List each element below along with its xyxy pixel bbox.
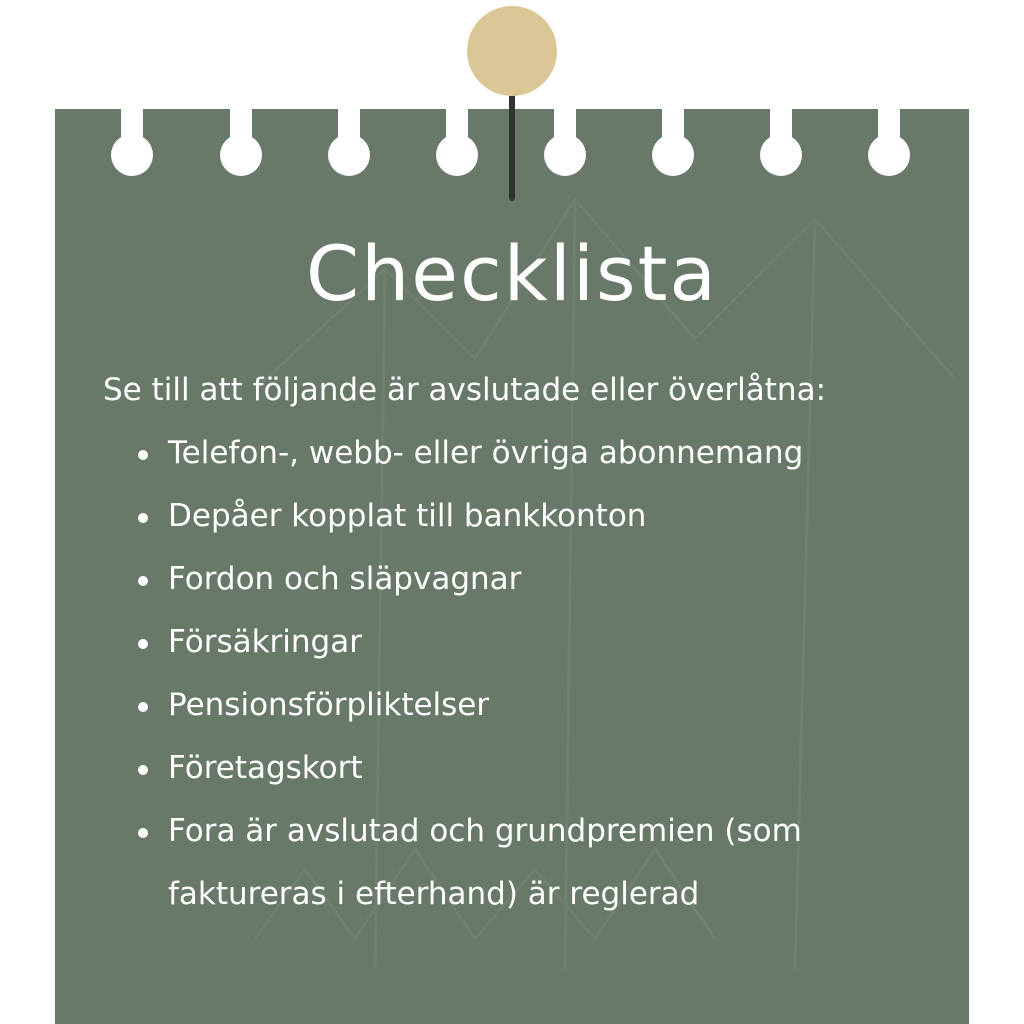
- list-item-text: Pensionsförpliktelser: [168, 687, 490, 723]
- bullet-icon: [138, 576, 148, 586]
- bullet-icon: [138, 765, 148, 775]
- list-item: [138, 737, 938, 800]
- list-item-text: Företagskort: [168, 750, 363, 786]
- list-item-text: Försäkringar: [168, 624, 362, 660]
- list-item-text: Telefon-, webb- eller övriga abonnemang: [168, 435, 804, 471]
- bullet-icon: [138, 450, 148, 460]
- list-item: [138, 485, 938, 548]
- thumbtack-icon: [0, 0, 1024, 220]
- list-item: [138, 422, 938, 485]
- checklist: [138, 422, 938, 926]
- list-item: [138, 674, 938, 737]
- list-item-text: Fordon och släpvagnar: [168, 561, 522, 597]
- page-title: Checklista: [306, 229, 718, 318]
- bullet-icon: [138, 702, 148, 712]
- list-item: [138, 548, 938, 611]
- list-item-text: Fora är avslutad och grundpremien (som faktureras i efterhand) är reglerad: [168, 813, 802, 912]
- bullet-icon: [138, 513, 148, 523]
- list-item: [138, 800, 938, 926]
- list-item-text: Depåer kopplat till bankkonton: [168, 498, 647, 534]
- bullet-icon: [138, 828, 148, 838]
- checklist-intro: Se till att följande är avslutade eller överlåtna:: [103, 372, 827, 408]
- bullet-icon: [138, 639, 148, 649]
- list-item: [138, 611, 938, 674]
